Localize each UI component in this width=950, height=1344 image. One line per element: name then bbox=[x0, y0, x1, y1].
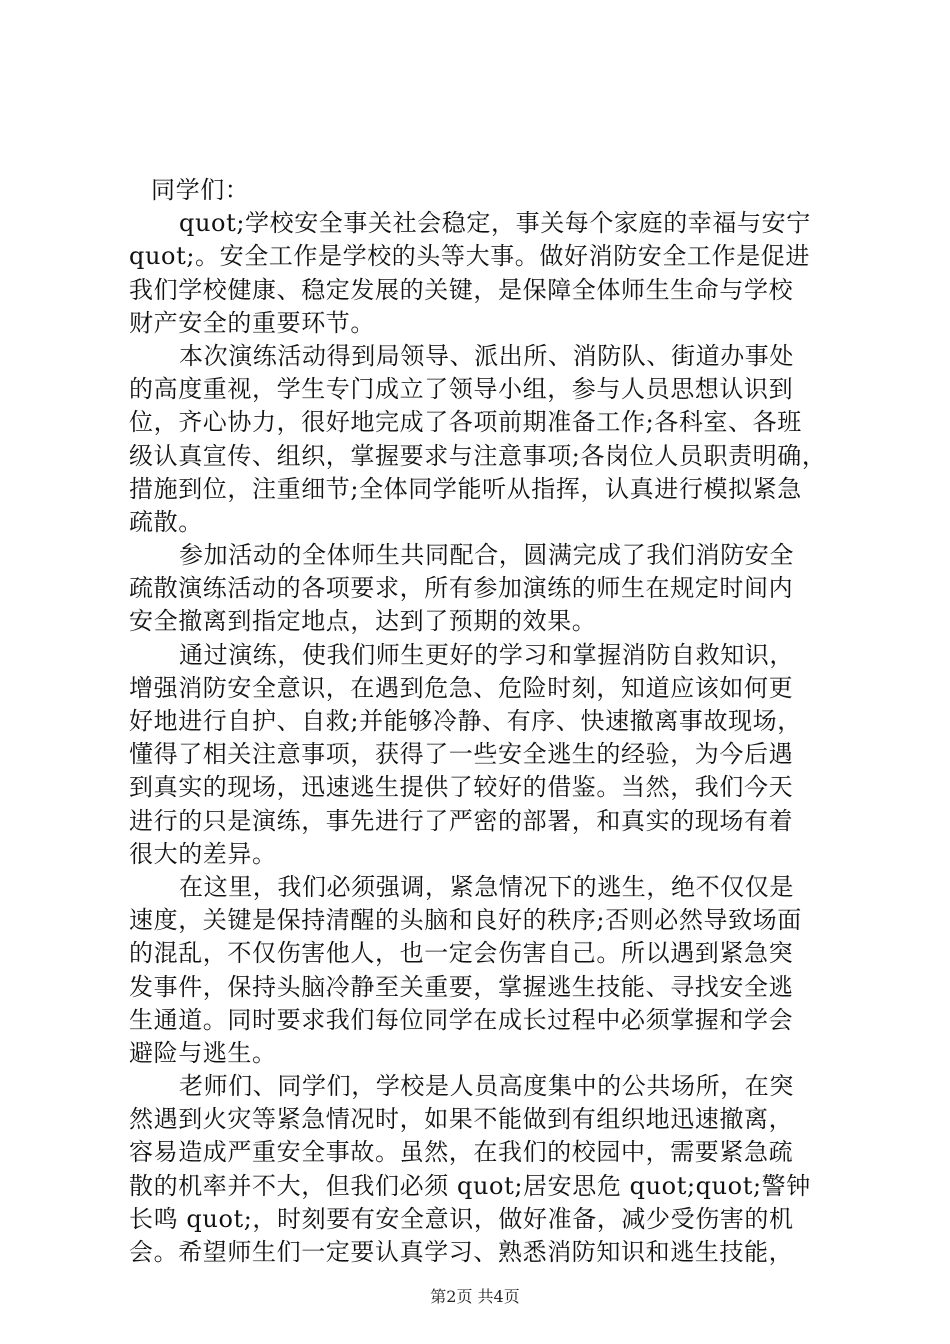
paragraph-line: 速度，关键是保持清醒的头脑和良好的秩序;否则必然导致场面 bbox=[129, 906, 802, 935]
paragraph-line: 避险与逃生。 bbox=[129, 1038, 277, 1067]
paragraph-line: 的高度重视，学生专门成立了领导小组，参与人员思想认识到 bbox=[129, 375, 794, 404]
paragraph-line: 会。希望师生们一定要认真学习、熟悉消防知识和逃生技能， bbox=[129, 1238, 794, 1266]
paragraph-line: 生通道。同时要求我们每位同学在成长过程中必须掌握和学会 bbox=[129, 1005, 794, 1034]
paragraph-line: 措施到位，注重细节;全体同学能听从指挥，认真进行模拟紧急 bbox=[129, 474, 802, 503]
paragraph-line: quot;学校安全事关社会稳定，事关每个家庭的幸福与安宁 bbox=[179, 209, 811, 238]
paragraph-line: 参加活动的全体师生共同配合，圆满完成了我们消防安全 bbox=[179, 541, 794, 570]
paragraph-line: 在这里，我们必须强调，紧急情况下的逃生，绝不仅仅是 bbox=[179, 872, 794, 901]
paragraph-line: 进行的只是演练，事先进行了严密的部署，和真实的现场有着 bbox=[129, 806, 794, 835]
paragraph-line: 我们学校健康、稳定发展的关键，是保障全体师生生命与学校 bbox=[129, 275, 794, 304]
paragraph-line: 通过演练，使我们师生更好的学习和掌握消防自救知识， bbox=[179, 640, 794, 669]
paragraph-line: 好地进行自护、自救;并能够冷静、有序、快速撤离事故现场， bbox=[129, 707, 802, 735]
paragraph-line: 很大的差异。 bbox=[129, 839, 277, 868]
paragraph-line: 散的机率并不大，但我们必须 quot;居安思危 quot;quot;警钟 bbox=[129, 1171, 811, 1200]
paragraph-line: 然遇到火灾等紧急情况时，如果不能做到有组织地迅速撤离， bbox=[129, 1105, 794, 1134]
paragraph-line: 容易造成严重安全事故。虽然，在我们的校园中，需要紧急疏 bbox=[129, 1138, 794, 1167]
paragraph-line: 老师们、同学们，学校是人员高度集中的公共场所，在突 bbox=[179, 1072, 794, 1101]
paragraph-line: 疏散演练活动的各项要求，所有参加演练的师生在规定时间内 bbox=[129, 574, 794, 603]
paragraph-line: 疏散。 bbox=[129, 507, 203, 536]
paragraph-line: 懂得了相关注意事项，获得了一些安全逃生的经验，为今后遇 bbox=[129, 740, 794, 769]
document-body bbox=[129, 174, 839, 1269]
paragraph-line: 安全撤离到指定地点，达到了预期的效果。 bbox=[129, 607, 597, 636]
paragraph-line: 级认真宣传、组织，掌握要求与注意事项;各岗位人员职责明确， bbox=[129, 441, 827, 470]
paragraph-line: 到真实的现场，迅速逃生提供了较好的借鉴。当然，我们今天 bbox=[129, 773, 794, 802]
page-number-footer: 第2页 共4页 bbox=[430, 1287, 520, 1306]
paragraph-line: 增强消防安全意识，在遇到危急、危险时刻，知道应该如何更 bbox=[129, 673, 794, 702]
paragraph-line: quot;。安全工作是学校的头等大事。做好消防安全工作是促进 bbox=[129, 242, 810, 271]
paragraph-line: 财产安全的重要环节。 bbox=[129, 308, 375, 337]
paragraph-line: 长鸣 quot;，时刻要有安全意识，做好准备，减少受伤害的机 bbox=[129, 1204, 794, 1233]
paragraph-line: 的混乱，不仅伤害他人，也一定会伤害自己。所以遇到紧急突 bbox=[129, 939, 794, 968]
paragraph-line: 发事件，保持头脑冷静至关重要，掌握逃生技能、寻找安全逃 bbox=[129, 972, 794, 1001]
salutation: 同学们： bbox=[151, 176, 250, 204]
paragraph-line: 本次演练活动得到局领导、派出所、消防队、街道办事处 bbox=[179, 341, 794, 370]
paragraph-line: 位，齐心协力，很好地完成了各项前期准备工作;各科室、各班 bbox=[129, 408, 802, 437]
